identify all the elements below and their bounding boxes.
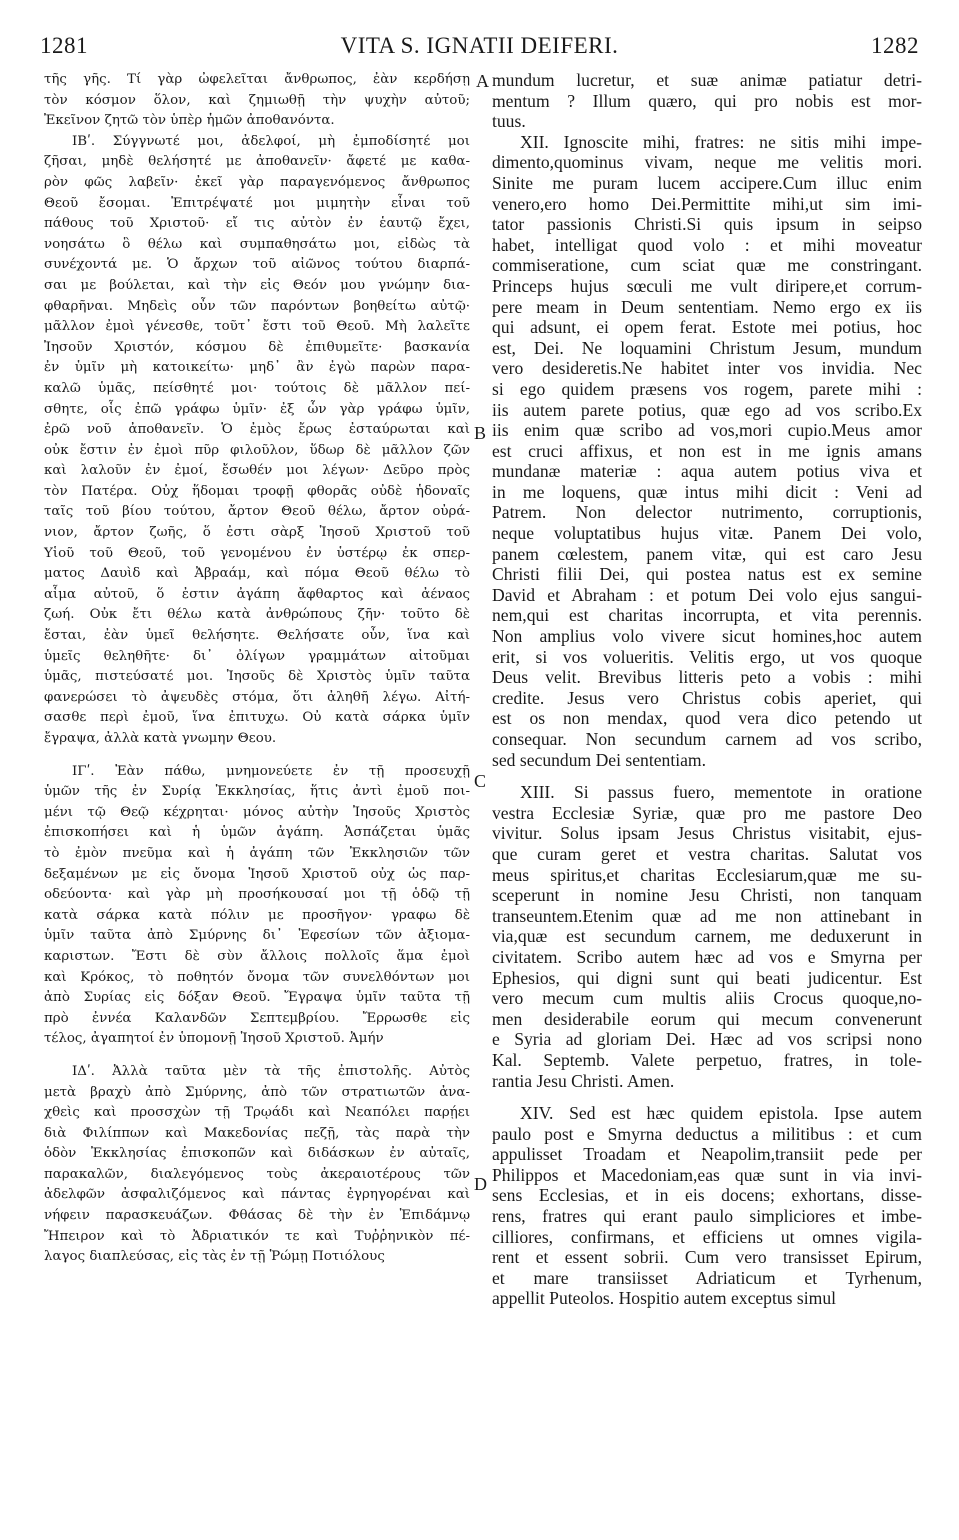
latin-text-line: Kal. Septemb. Valete perpetuo, fratres, in tole- bbox=[492, 1049, 922, 1070]
latin-text-line: XIII. Si passus fuero, mementote in oratione bbox=[520, 782, 922, 803]
latin-text-line: XII. Ignoscite mihi, fratres: ne sitis mihi impe- bbox=[520, 131, 922, 152]
greek-text-line: καὶ Κρόκος, τὸ ποθητόν ὄνομα τῶν συνελθόντων μοι bbox=[44, 969, 470, 985]
latin-text-line: sens Ecclesias, et in eis docens; exhortans, disse- bbox=[492, 1185, 922, 1206]
greek-text-line: ταῖς τοῦ βίου τούτου, ἄρτον Θεοῦ θέλω, ἄρτον οὐρά- bbox=[44, 504, 470, 520]
greek-text-line: δεξαμένων με εἰς ὄνομα Ἰησοῦ Χριστοῦ οὐχ ὡς παρ- bbox=[44, 866, 470, 882]
latin-text-line: Patrem. Non delector nutrimento, corruptionis, bbox=[492, 502, 922, 523]
margin-letter-c: C bbox=[474, 771, 487, 791]
greek-text-line: ΙΓʹ. Ἐὰν πάθω, μνημονεύετε ἐν τῇ προσευχῇ bbox=[72, 763, 470, 779]
greek-text-line: σαι με βούλεται, καὶ τὴν εἰς Θεόν μου γνώμην δια- bbox=[44, 277, 470, 293]
greek-text-line: διὰ Φιλίππων καὶ Μακεδονίας πεζῇ, τὰς παρὰ τὴν bbox=[44, 1125, 470, 1141]
greek-text-line: νοησάτω ὃ θέλω καὶ συμπαθησάτω μοι, εἰδὼς τὰ bbox=[44, 236, 470, 252]
latin-text-line: meus spiritus,et charitas Ecclesiarum,quæ me su- bbox=[492, 864, 922, 885]
latin-text-line: vivitur. Solus ipsam Jesus Christus visitabit, ejus- bbox=[492, 823, 922, 844]
greek-text-line: πρὸ ἐννέα Καλανδῶν Σεπτεμβρίου. Ἔρρωσθε εἰς bbox=[44, 1010, 470, 1026]
greek-text-line: ὑμεῖς θεληθῆτε· δι᾽ ὀλίγων γραμμάτων αἰτοῦμαι bbox=[44, 648, 470, 664]
latin-text-line: dimento,quominus vivam, neque me velitis mori. bbox=[492, 152, 922, 173]
greek-text-line: ἐν ὑμῖν μὴ κατοικείτω· μηδ᾽ ἂν ἐγὼ παρὼν παρα- bbox=[44, 360, 470, 376]
latin-text-line: tator passionis Christi.Si quis ipsum in seipso bbox=[492, 214, 922, 235]
latin-text-line: panem cœlestem, panem vitæ, qui est caro Jesu bbox=[492, 543, 922, 564]
page-number-left: 1281 bbox=[40, 33, 88, 58]
greek-text-line: ὑμῶν τῆς ἐν Συρίᾳ Ἐκκλησίας, ἥτις ἀντὶ ἐμοῦ ποι- bbox=[44, 784, 470, 800]
greek-text-line: ΙΔʹ. Ἀλλὰ ταῦτα μὲν τὰ τῆς ἐπιστολῆς. Αὐτὸς bbox=[72, 1063, 470, 1079]
greek-text-line: μετὰ βραχὺ ἀπὸ Σμύρνης, ἀπὸ τῶν στρατιωτῶν ἀνα- bbox=[44, 1084, 470, 1100]
latin-text-line: est cruci affixus, et non est in me ignis amans bbox=[492, 440, 922, 461]
latin-text-line: mentum ? Illum quæro, qui pro nobis est mor- bbox=[492, 90, 922, 111]
latin-text-line: appulisset Troadam et Neapolim,transiit pede per bbox=[492, 1144, 922, 1165]
latin-text-line: Ephesios, qui digni sunt qui beati judicentur. Est bbox=[492, 967, 922, 988]
latin-text-line: sceperunt in nomine Jesu Christi, non tanquam bbox=[492, 885, 922, 906]
latin-text-line: rantia Jesu Christi. Amen. bbox=[492, 1070, 675, 1091]
greek-text-line: οδεύοντα· καὶ γὰρ μὴ προσήκουσαί μοι τῇ ὁδῷ τῇ bbox=[44, 887, 470, 903]
greek-text-line: ἔγραψα, ἀλλὰ κατὰ γνωμην Θεου. bbox=[44, 731, 277, 746]
greek-text-line: καριστων. Ἔστι δὲ σὺν ἄλλοις πολλοῖς ἅμα ἐμοὶ bbox=[44, 948, 470, 964]
greek-column bbox=[44, 70, 470, 1268]
latin-text-line: vero desideretis.Ne habitet inter vos invidia. Nec bbox=[492, 358, 922, 379]
latin-text-line: que curam geret et vestra charitas. Salutat vos bbox=[492, 843, 922, 864]
greek-text-line: τὸν κόσμον ὅλον, καὶ ζημιωθῇ τὴν ψυχὴν αὐτοῦ; bbox=[44, 92, 470, 108]
greek-text-line: σθητε, οἷς ἐπῶ γράφω ὑμῖν· ἐξ ὧν γὰρ γράφω ὑμῖν, bbox=[44, 401, 470, 417]
latin-text-line: cilliores, confirmans, et efficiens ut omnes vigila- bbox=[492, 1226, 922, 1247]
greek-text-line: χθεὶς καὶ προσσχὼν τῇ Τρῳάδι καὶ Νεαπόλει παρῄει bbox=[44, 1105, 470, 1121]
greek-text-line: σασθε περὶ ἐμοῦ, ἵνα ἐπιτυχω. Οὐ κατὰ σάρκα ὑμῖν bbox=[44, 710, 470, 726]
latin-text-line: si ego quidem præsens vos rogem, parete mihi : bbox=[492, 378, 922, 399]
latin-text-line: vestra Ecclesiæ Syriæ, quæ pro me pastore Deo bbox=[492, 802, 922, 823]
greek-text-line: μένι τῷ Θεῷ κέχρηται· μόνος αὐτὴν Ἰησοῦς Χριστὸς bbox=[44, 804, 470, 820]
latin-text-line: iis enim quæ scribo ad vos,mori cupio.Meus amor bbox=[492, 420, 922, 441]
greek-text-line: ἀδελφῶν ἀσφαλιζόμενος καὶ πάντας ἐγρηγορέναι καὶ bbox=[44, 1187, 470, 1203]
greek-text-line: οὐκ ἔστιν ἐν ἐμοὶ πῦρ φιλοῦλον, ὕδωρ δὲ μᾶλλον ζῶν bbox=[44, 442, 470, 458]
greek-text-line: ἐρῶ νοῦ ἀποθανεῖν. Ὁ ἐμὸς ἔρως ἐσταύρωται καὶ bbox=[44, 422, 470, 438]
latin-text-line: credite. Jesus vero Christus cobis aperiet, qui bbox=[492, 687, 922, 708]
latin-text-line: neque voluptatibus hujus vitæ. Panem Dei volo, bbox=[492, 523, 922, 544]
greek-text-line: τέλος, ἀγαπητοί ἐν ὑπομονῇ Ἰησοῦ Χριστοῦ. Ἀμήν bbox=[44, 1031, 384, 1047]
latin-text-line: Philippos et Macedoniam,eas quæ sunt in via invi- bbox=[492, 1164, 922, 1185]
greek-text-line: ζῆσαι, μηδὲ θελήσητέ με ἀποθανεῖν· ἄφετέ με καθα- bbox=[44, 154, 470, 170]
latin-text-line: men desiderabile eorum qui mecum convenerunt bbox=[492, 1008, 922, 1029]
greek-text-line: ρὸν φῶς λαβεῖν· ἐκεῖ γὰρ παραγενόμενος ἄνθρωπος bbox=[44, 174, 470, 190]
latin-text-line: rens, fratres qui erant paulo simpliciores et imbe- bbox=[492, 1206, 922, 1227]
greek-text-line: πάθους τοῦ Χριστοῦ· εἴ τις αὐτὸν ἐν ἑαυτῷ ἔχει, bbox=[44, 216, 470, 232]
greek-text-line: ματος Δαυὶδ καὶ Ἀβραάμ, καὶ πόμα Θεοῦ θέλω τὸ bbox=[44, 566, 470, 582]
greek-text-line: Υἱοῦ τοῦ Θεοῦ, τοῦ γενομένου ἐν ὑστέρῳ ἐκ σπερ- bbox=[44, 545, 470, 561]
latin-text-line: transeuntem.Etenim quæ ad me non attinebant in bbox=[492, 905, 922, 926]
latin-text-line: consequar. Non secundum carnem ad vos scribo, bbox=[492, 729, 922, 749]
greek-text-line: ΙΒʹ. Σύγγνωτέ μοι, ἀδελφοί, μὴ ἐμποδίσητέ μοι bbox=[72, 133, 470, 149]
running-title: VITA S. IGNATII DEIFERI. bbox=[340, 33, 619, 58]
latin-text-line: paulo post e Smyrna deductus a militibus : et cum bbox=[492, 1123, 922, 1144]
latin-text-line: mundum lucretur, et suæ animæ patiatur detri- bbox=[492, 70, 922, 90]
greek-text-line: ζωή. Οὐκ ἔτι θέλω κατὰ ἀνθρώπους ζῆν· τοῦτο δὲ bbox=[44, 607, 470, 623]
latin-text-line: tuus. bbox=[492, 111, 526, 132]
latin-text-line: commiseratione, cum sciat quæ me constringant. bbox=[492, 255, 922, 276]
greek-text-line: Ἰησοῦν Χριστόν, κόσμου δὲ ἐπιθυμεῖτε· βασκανία bbox=[44, 339, 470, 355]
greek-text-line: Ἤπειρον καὶ τὸ Ἀδριατικόν τε καὶ Τυῤῥηνικὸν πέ- bbox=[44, 1228, 470, 1244]
latin-text-line: habet, intelligat quod volo : et mihi moveatur bbox=[492, 234, 922, 255]
greek-text-line: τῆς γῆς. Τί γὰρ ὠφελεῖται ἄνθρωπος, ἐὰν κερδήσῃ bbox=[44, 72, 470, 87]
greek-text-line: ὑμῖν ταῦτα ἀπὸ Σμύρνης δι᾽ Ἐφεσίων τῶν ἀξιομα- bbox=[44, 928, 470, 944]
greek-text-line: Ἐκεῖνον ζητῶ τὸν ὑπὲρ ἡμῶν ἀποθανόντα. bbox=[44, 113, 335, 129]
latin-text-line: civitatem. Scribo autem hæc ad vos e Smyrna per bbox=[492, 946, 922, 967]
latin-text-line: erit, si vos volueritis. Velitis ergo, ut vos quoque bbox=[492, 646, 922, 667]
greek-text-line: τὸ ἐμὸν πνεῦμα καὶ ἡ ἀγάπη τῶν Ἐκκλησιῶν τῶν bbox=[44, 845, 470, 861]
margin-letter-a: A bbox=[476, 71, 489, 91]
greek-text-line: νήφειν παρασκευάζων. Φθάσας δὲ τὴν ἐν Ἐπιδάμνῳ bbox=[44, 1208, 470, 1224]
latin-text-line: in me loquens, quæ intus mihi dicit : Veni ad bbox=[492, 481, 922, 502]
latin-text-line: Deus velit. Brevibus litteris peto a vobis : mihi bbox=[492, 667, 922, 688]
latin-text-line: e Syria ad gloriam Dei. Hæc ad vos scripsi nono bbox=[492, 1029, 922, 1050]
latin-text-line: Non amplius volo vivere sicut homines,hoc autem bbox=[492, 626, 922, 647]
latin-text-line: est, Dei. Ne loquamini Christum Jesum, mundum bbox=[492, 337, 922, 358]
greek-text-line: τὸν Πατέρα. Οὐχ ἥδομαι τροφῇ φθορᾶς οὐδὲ ἡδοναῖς bbox=[44, 483, 470, 499]
greek-text-line: νιον, ἄρτον ζωῆς, ὅ ἐστι σὰρξ Ἰησοῦ Χριστοῦ τοῦ bbox=[44, 525, 470, 541]
latin-text-line: nem,qui est charitas incorrupta, et vita perennis. bbox=[492, 605, 922, 626]
latin-text-line: iis autem parete potius, quæ ego ad vos scribo.Ex bbox=[492, 399, 922, 420]
page-number-right: 1282 bbox=[871, 33, 919, 58]
page-header bbox=[40, 33, 919, 63]
greek-text-line: ὑμᾶς, πιστεύσατέ μοι. Ἰησοῦς δὲ Χριστὸς ὑμῖν ταῦτα bbox=[44, 669, 470, 685]
greek-text-line: Θεοῦ ἔσομαι. Ἐπιτρέψατέ μοι μιμητὴν εἶναι τοῦ bbox=[44, 195, 470, 211]
latin-text-line: mundanæ materiæ : aqua autem potius viva et bbox=[492, 461, 922, 482]
latin-text-line: qui adsunt, ei opem ferat. Estote mei potius, hoc bbox=[492, 317, 922, 338]
greek-text-line: μᾶλλον ἐμοὶ γένεσθε, τοῦτ᾽ ἔστι τοῦ Θεοῦ. Μὴ λαλεῖτε bbox=[44, 319, 470, 335]
greek-text-line: φανερώσει τὸ ἀψευδὲς στόμα, ὅτι ἀληθῆ λέγω. Αἰτή- bbox=[44, 689, 470, 705]
greek-text-line: ὁδὸν Ἐκκλησίας ἐπισκοπῶν καὶ διδάσκων ἐν αὐταῖς, bbox=[44, 1146, 470, 1162]
latin-text-line: Christi filii Dei, qui postea natus est ex semine bbox=[492, 564, 922, 585]
latin-text-line: XIV. Sed est hæc quidem epistola. Ipse autem bbox=[520, 1103, 922, 1124]
greek-text-line: καλῶ ὑμᾶς, πείσθητέ μοι· τούτοις δὲ μᾶλλον πεί- bbox=[44, 380, 470, 396]
greek-text-line: παρακαλῶν, διαλεγόμενος τοὺς ἀκεραιοτέρους τῶν bbox=[44, 1166, 470, 1182]
latin-text-line: est os non mendax, quod vera dico petendo ut bbox=[492, 708, 922, 729]
greek-text-line: ἀπὸ Συρίας εἰς δόξαν Θεοῦ. Ἔγραψα ὑμῖν ταῦτα τῇ bbox=[44, 990, 470, 1006]
latin-text-line: Sinite me puram lucem accipere.Cum illuc enim bbox=[492, 172, 922, 193]
latin-text-line: David et Abraham : et potum Dei volo ejus sangui- bbox=[492, 584, 922, 605]
margin-letter-d: D bbox=[474, 1174, 487, 1194]
latin-text-line: et mare transiisset Adriaticum et Tyrhenum, bbox=[492, 1267, 922, 1288]
greek-text-line: ἔσται, ἐὰν ὑμεῖ θελήσητε. Θελήσατε οὖν, ἵνα καὶ bbox=[44, 628, 470, 644]
greek-text-line: αἷμα αὐτοῦ, ὅ ἐστιν ἀγάπη ἄφθαρτος καὶ ἀέναος bbox=[44, 586, 470, 602]
latin-text-line: pere meam in Deum sententiam. Nemo ergo ex iis bbox=[492, 296, 922, 317]
greek-text-line: φθαρῆναι. Μηδεὶς οὖν τῶν παρόντων βοηθείτω αὐτῷ· bbox=[44, 298, 470, 314]
latin-text-line: sed secundum Dei sententiam. bbox=[492, 749, 707, 770]
latin-text-line: via,quæ est secundum carnem, me deduxerunt in bbox=[492, 926, 922, 947]
latin-text-line: vero mecum cum multis aliis Crocus quoque,no- bbox=[492, 988, 922, 1009]
greek-text-line: κατὰ σάρκα κατὰ πόλιν με προσῆγον· γραφω δὲ bbox=[44, 907, 470, 923]
latin-text-line: venero,ero homo Dei.Permittite mihi,ut sim imi- bbox=[492, 193, 922, 214]
latin-column bbox=[492, 70, 922, 1309]
margin-letter-b: B bbox=[474, 423, 487, 443]
latin-text-line: appellit Puteolos. Hospitio autem exceptus simul bbox=[492, 1288, 837, 1309]
latin-text-line: rent et essent sobrii. Cum vero transisset Epirum, bbox=[492, 1247, 922, 1268]
latin-text-line: Princeps hujus sœculi me vult diripere,et corrum- bbox=[492, 275, 922, 296]
greek-text-line: ἐπισκοπήσει καὶ ἡ ὑμῶν ἀγάπη. Ἀσπάζεται ὑμᾶς bbox=[44, 825, 470, 841]
greek-text-line: συνέχοντά με. Ὁ ἄρχων τοῦ αἰῶνος τούτου διαρπά- bbox=[44, 257, 470, 273]
greek-text-line: λαγος διαπλεύσας, εἰς τὰς ἐν τῇ Ῥώμῃ Ποτιόλους bbox=[44, 1249, 385, 1265]
greek-text-line: καὶ λαλοῦν ἐν ἐμοί, ἔσωθέν μοι λέγων· Δεῦρο πρὸς bbox=[44, 463, 470, 479]
